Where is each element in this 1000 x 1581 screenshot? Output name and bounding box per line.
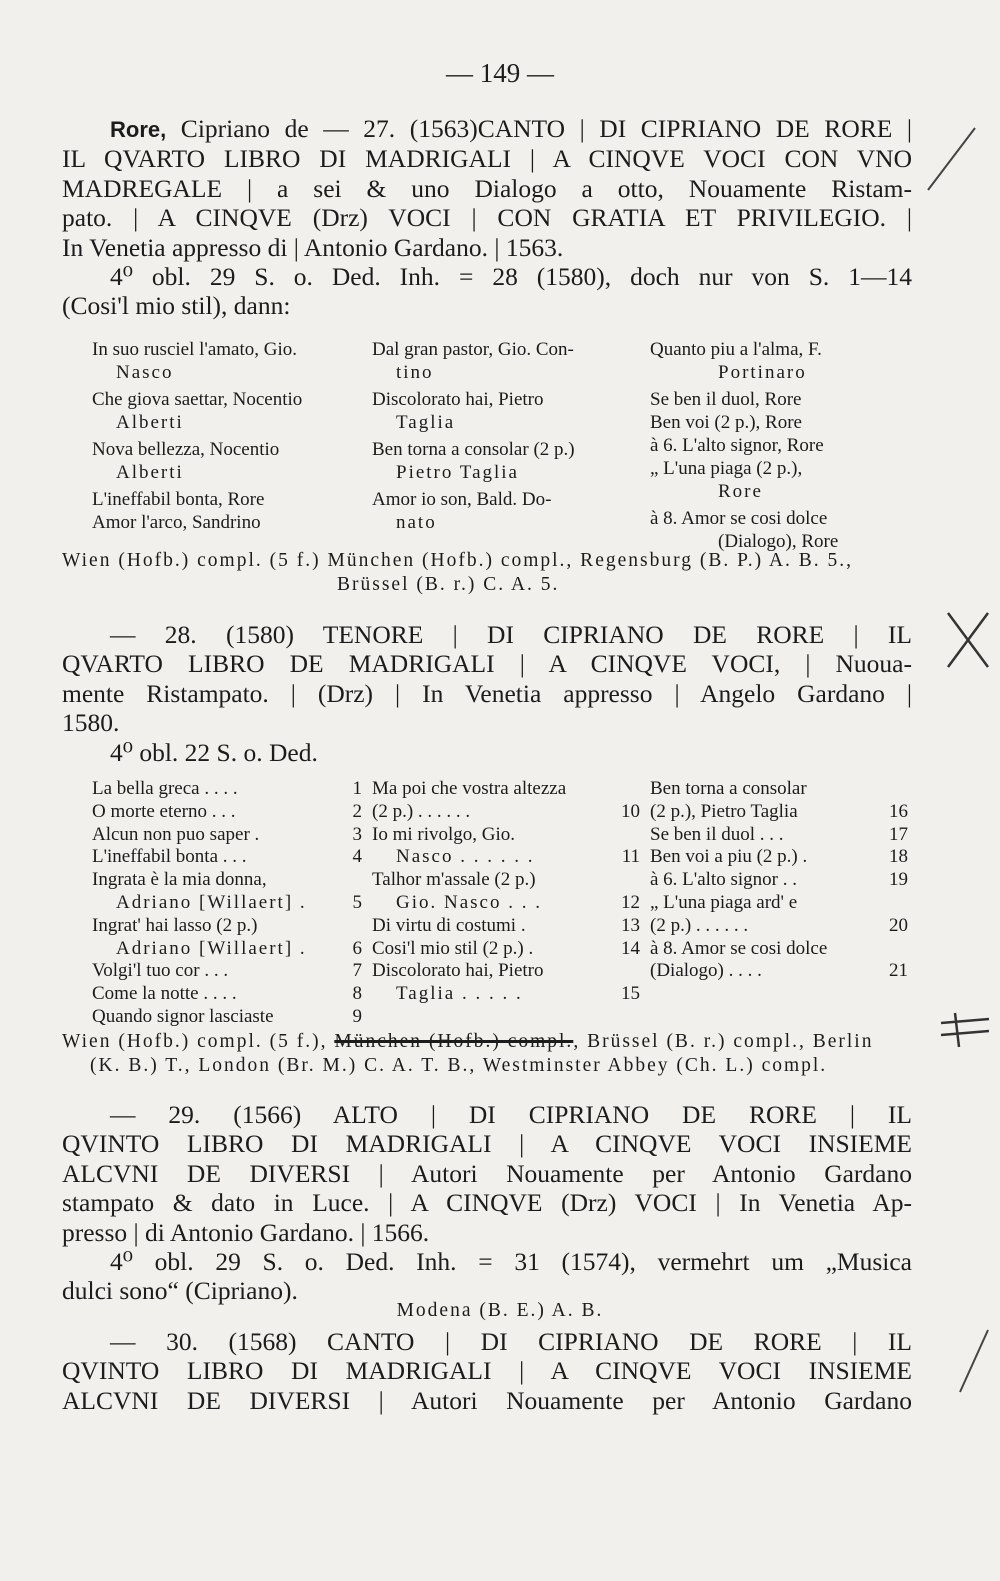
list-item: Ben voi a piu (2 p.) . 18 xyxy=(650,846,908,868)
contents-column xyxy=(650,338,912,557)
list-item: Alcun non puo saper . 3 xyxy=(92,823,362,845)
contents-item: L'ineffabil bonta, Rore xyxy=(92,489,265,510)
list-item: Volgi'l tuo cor . . . 7 xyxy=(92,960,362,982)
entry-28-list-col1 xyxy=(92,778,362,1029)
entry-29-line: dulci sono“ (Cipriano). xyxy=(62,1276,298,1306)
list-item: à 8. Amor se cosi dolce xyxy=(650,937,828,959)
entry-28-line: QVARTO LIBRO DE MADRIGALI | A CINQVE VOCI, | Nuoua- xyxy=(62,649,912,679)
entry-27-line: 4⁰ obl. 29 S. o. Ded. Inh. = 28 (1580), doch nur von S. 1—14 xyxy=(110,262,912,292)
list-item: (2 p.) . . . . . . 10 xyxy=(372,800,640,822)
contents-item: Ben voi (2 p.), Rore xyxy=(650,412,802,433)
contents-item: Amor l'arco, Sandrino xyxy=(92,512,261,533)
entry-28-line: 1580. xyxy=(62,708,120,738)
entry-27-line: (Cosi'l mio stil), dann: xyxy=(62,291,291,321)
struck-location: München (Hofb.) compl. xyxy=(334,1031,574,1052)
list-item: Di virtu di costumi . 13 xyxy=(372,914,640,936)
contents-column xyxy=(92,338,362,538)
entry-27-line: pato. | A CINQVE (Drz) VOCI | CON GRATIA ET PRIVILEGIO. | xyxy=(62,203,912,233)
entry-27-line: Rore, Cipriano de — 27. (1563)CANTO | DI CIPRIANO DE RORE | xyxy=(110,114,912,143)
list-item: Se ben il duol . . . 17 xyxy=(650,823,908,845)
entry-29-line: stampato & dato in Luce. | A CINQVE (Drz) VOCI | In Venetia Ap- xyxy=(62,1188,912,1218)
contents-item: In suo rusciel l'amato, Gio. Nasco xyxy=(92,339,297,383)
list-item: Adriano [Willaert] . 5 xyxy=(116,891,362,913)
entry-28-line: — 28. (1580) TENORE | DI CIPRIANO DE RORE | IL xyxy=(110,620,912,649)
contents-item: à 6. L'alto signor, Rore xyxy=(650,435,824,456)
list-item: (Dialogo) . . . . 21 xyxy=(650,960,908,982)
entry-28-line: 4⁰ obl. 22 S. o. Ded. xyxy=(110,737,318,767)
list-item: Io mi rivolgo, Gio. xyxy=(372,823,516,845)
pencil-mark-icon xyxy=(920,120,990,200)
contents-item: Quanto piu a l'alma, F. Portinaro xyxy=(650,339,822,383)
page-number: — 149 — xyxy=(446,58,554,88)
entry-28-list-col3 xyxy=(650,778,908,983)
list-item: Discolorato hai, Pietro xyxy=(372,960,544,982)
contents-item: à 8. Amor se cosi dolce (Dialogo), Rore xyxy=(650,508,839,552)
entry-29-title xyxy=(62,1100,912,1306)
list-item: L'ineffabil bonta . . . 4 xyxy=(92,846,362,868)
list-item: (2 p.) . . . . . . 20 xyxy=(650,914,908,936)
entry-27-line: MADREGALE | a sei & uno Dialogo a otto, Nouamente Ristam- xyxy=(62,173,912,203)
list-item: Adriano [Willaert] . 6 xyxy=(116,937,362,959)
entry-27-contents xyxy=(92,338,912,552)
contents-item: Se ben il duol, Rore xyxy=(650,389,802,410)
list-item: Nasco . . . . . . 11 xyxy=(396,846,640,868)
list-item: Cosi'l mio stil (2 p.) . 14 xyxy=(372,937,640,959)
entry-29-location: Modena (B. E.) A. B. xyxy=(396,1300,604,1321)
list-item: (2 p.), Pietro Taglia 16 xyxy=(650,800,908,822)
author-name: Rore, xyxy=(110,117,167,142)
entry-27-line: IL QVARTO LIBRO DI MADRIGALI | A CINQVE VOCI CON VNO xyxy=(62,144,912,174)
entry-27-locations: Wien (Hofb.) compl. (5 f.) München (Hofb.) compl., Regensburg (B. P.) A. B. 5., Brüssel (B. r.) C. A. 5. xyxy=(62,550,854,595)
entry-30-line: ALCVNI DE DIVERSI | Autori Nouamente per Antonio Gardano xyxy=(62,1385,912,1415)
slash-mark-icon xyxy=(950,1320,995,1400)
list-item: O morte eterno . . . 2 xyxy=(92,800,362,822)
list-item: „ L'una piaga ard' e xyxy=(650,891,798,913)
contents-item: Dal gran pastor, Gio. Con- tino xyxy=(372,339,574,383)
entry-27-title xyxy=(62,114,912,321)
contents-column xyxy=(372,338,642,538)
list-item: Ingrat' hai lasso (2 p.) xyxy=(92,914,258,936)
cross-mark-icon xyxy=(940,605,995,675)
contents-item: Ben torna a consolar (2 p.) Pietro Taglia xyxy=(372,439,575,483)
list-item: Ingrata è la mia donna, xyxy=(92,869,267,891)
entry-30-line: — 30. (1568) CANTO | DI CIPRIANO DE RORE | IL xyxy=(110,1327,912,1356)
entry-29-line: 4⁰ obl. 29 S. o. Ded. Inh. = 31 (1574), vermehrt um „Musica xyxy=(110,1247,912,1277)
contents-item: Amor io son, Bald. Do- nato xyxy=(372,489,552,533)
list-item: Come la notte . . . . 8 xyxy=(92,983,362,1005)
entry-28-locations: Wien (Hofb.) compl. (5 f.), München (Hofb.) compl., Brüssel (B. r.) compl., Berlin (K. B.) T., London (Br. M.) C. A. T. B., Westminster Abbey (Ch. L.) compl. xyxy=(62,1031,874,1076)
entry-29-line: QVINTO LIBRO DI MADRIGALI | A CINQVE VOCI INSIEME xyxy=(62,1129,912,1159)
entry-28-list-col2 xyxy=(372,778,640,1006)
list-item: Ma poi che vostra altezza xyxy=(372,778,567,799)
contents-item: Discolorato hai, Pietro Taglia xyxy=(372,389,544,433)
entry-28-line: mente Ristampato. | (Drz) | In Venetia appresso | Angelo Gardano | xyxy=(62,678,912,708)
entry-29-line: ALCVNI DE DIVERSI | Autori Nouamente per Antonio Gardano xyxy=(62,1158,912,1188)
entry-29-line: presso | di Antonio Gardano. | 1566. xyxy=(62,1217,430,1247)
entry-29-line: — 29. (1566) ALTO | DI CIPRIANO DE RORE | IL xyxy=(110,1100,912,1129)
list-item: La bella greca . . . . 1 xyxy=(92,778,362,799)
entry-28-title xyxy=(62,620,912,767)
list-item: Quando signor lasciaste 9 xyxy=(92,1005,362,1027)
entry-30-title xyxy=(62,1327,912,1415)
list-item: Ben torna a consolar xyxy=(650,778,807,799)
entry-27-line: In Venetia appresso di | Antonio Gardano. | 1563. xyxy=(62,232,564,262)
equals-mark-icon xyxy=(935,1005,995,1055)
list-item: à 6. L'alto signor . . 19 xyxy=(650,869,908,891)
entry-30-line: QVINTO LIBRO DI MADRIGALI | A CINQVE VOCI INSIEME xyxy=(62,1356,912,1386)
contents-item: Che giova saettar, Nocentio Alberti xyxy=(92,389,303,433)
contents-item: „ L'una piaga (2 p.), Rore xyxy=(650,458,803,502)
contents-item: Nova bellezza, Nocentio Alberti xyxy=(92,439,280,483)
list-item: Taglia . . . . . 15 xyxy=(396,983,640,1005)
list-item: Talhor m'assale (2 p.) xyxy=(372,869,536,891)
list-item: Gio. Nasco . . . 12 xyxy=(396,891,640,913)
